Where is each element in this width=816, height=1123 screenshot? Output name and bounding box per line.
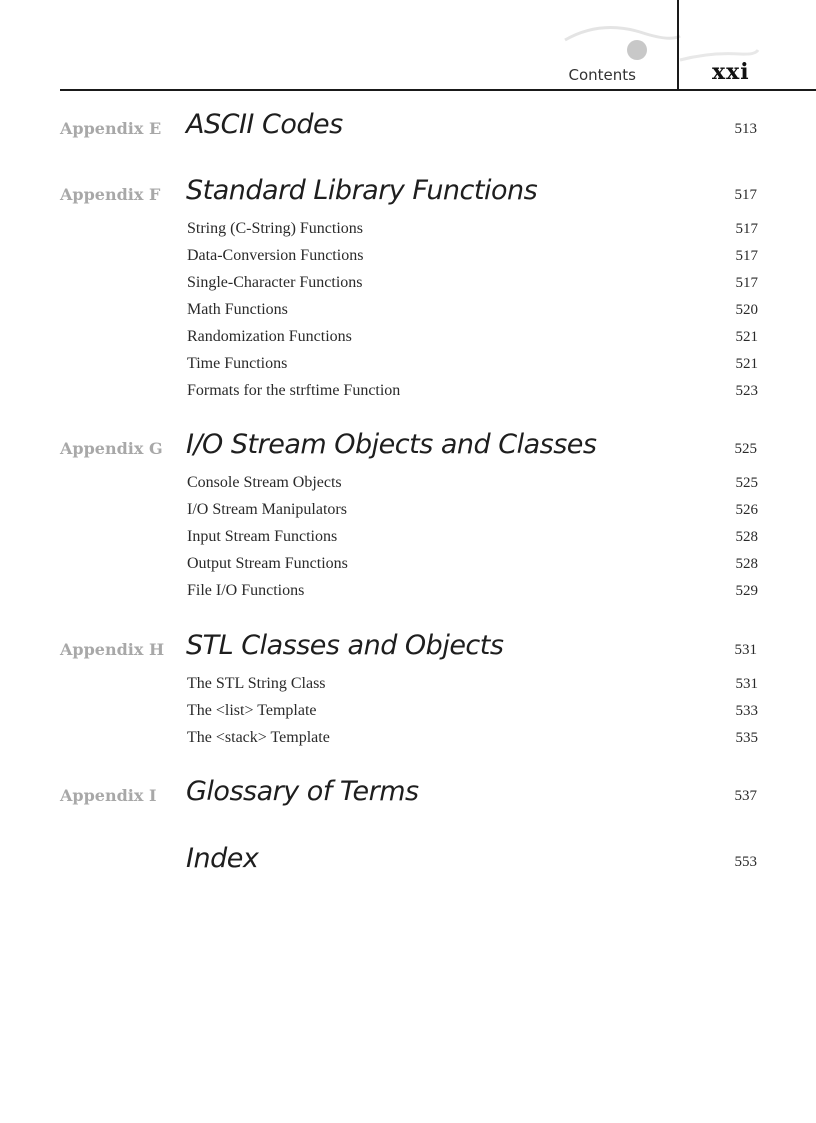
appendix-title[interactable]: Glossary of Terms	[186, 776, 419, 807]
entry-label: Console Stream Objects	[187, 474, 342, 491]
appendix-title[interactable]: Standard Library Functions	[186, 175, 538, 206]
appendix-page: 537	[734, 788, 757, 804]
entry-page: 533	[735, 703, 758, 719]
toc-entry[interactable]	[187, 247, 758, 274]
toc-entry[interactable]	[187, 355, 758, 382]
toc-entry[interactable]	[187, 555, 758, 582]
appendix-page: 513	[734, 121, 757, 137]
appendix-label: Appendix F	[60, 185, 161, 204]
header-rule	[60, 89, 816, 91]
toc-entry[interactable]	[187, 528, 758, 555]
entry-label: The <stack> Template	[187, 729, 330, 746]
toc-entry[interactable]	[187, 220, 758, 247]
page-number: xxi	[712, 59, 750, 85]
entry-page: 517	[735, 248, 758, 264]
entry-label: The <list> Template	[187, 702, 317, 719]
entry-page: 517	[735, 275, 758, 291]
entry-label: Input Stream Functions	[187, 528, 338, 545]
entry-label: Output Stream Functions	[187, 555, 348, 572]
entry-label: Math Functions	[187, 301, 288, 318]
toc-entry[interactable]	[187, 382, 758, 409]
appendix-title[interactable]: I/O Stream Objects and Classes	[186, 429, 597, 460]
appendix-label: Appendix E	[60, 119, 162, 138]
entry-page: 529	[735, 583, 758, 599]
appendix-page: 525	[734, 441, 757, 457]
entry-page: 526	[735, 502, 758, 518]
toc-entry[interactable]	[187, 474, 758, 501]
appendix-title[interactable]: ASCII Codes	[186, 109, 343, 140]
entry-label: I/O Stream Manipulators	[187, 501, 347, 518]
page-header	[0, 0, 816, 92]
entry-list	[187, 474, 758, 609]
entry-list	[187, 675, 758, 756]
toc-entry[interactable]	[187, 729, 758, 756]
entry-label: The STL String Class	[187, 675, 326, 692]
appendix-page: 517	[734, 187, 757, 203]
entry-label: File I/O Functions	[187, 582, 305, 599]
entry-label: Time Functions	[187, 355, 288, 372]
entry-page: 525	[735, 475, 758, 491]
entry-label: Single-Character Functions	[187, 274, 363, 291]
entry-page: 517	[735, 221, 758, 237]
entry-page: 521	[735, 329, 758, 345]
toc-entry[interactable]	[187, 328, 758, 355]
entry-label: Data-Conversion Functions	[187, 247, 364, 264]
appendix-label: Appendix H	[60, 640, 165, 659]
entry-list	[187, 220, 758, 409]
entry-page: 528	[735, 529, 758, 545]
toc-entry[interactable]	[187, 501, 758, 528]
toc-entry[interactable]	[187, 582, 758, 609]
running-head: Contents	[568, 66, 636, 84]
entry-page: 521	[735, 356, 758, 372]
entry-page: 531	[735, 676, 758, 692]
entry-page: 523	[735, 383, 758, 399]
toc-entry[interactable]	[187, 675, 758, 702]
appendix-label: Appendix G	[60, 439, 163, 458]
toc-entry[interactable]	[187, 274, 758, 301]
entry-page: 528	[735, 556, 758, 572]
entry-label: Randomization Functions	[187, 328, 352, 345]
index-title[interactable]: Index	[186, 843, 259, 874]
appendix-page: 531	[734, 642, 757, 658]
appendix-title[interactable]: STL Classes and Objects	[186, 630, 504, 661]
toc-entry[interactable]	[187, 301, 758, 328]
entry-page: 520	[735, 302, 758, 318]
entry-label: Formats for the strftime Function	[187, 382, 401, 399]
header-vertical-rule	[677, 0, 679, 91]
entry-page: 535	[735, 730, 758, 746]
index-page: 553	[734, 854, 757, 870]
entry-label: String (C-String) Functions	[187, 220, 364, 237]
toc-entry[interactable]	[187, 702, 758, 729]
appendix-label: Appendix I	[60, 786, 157, 805]
